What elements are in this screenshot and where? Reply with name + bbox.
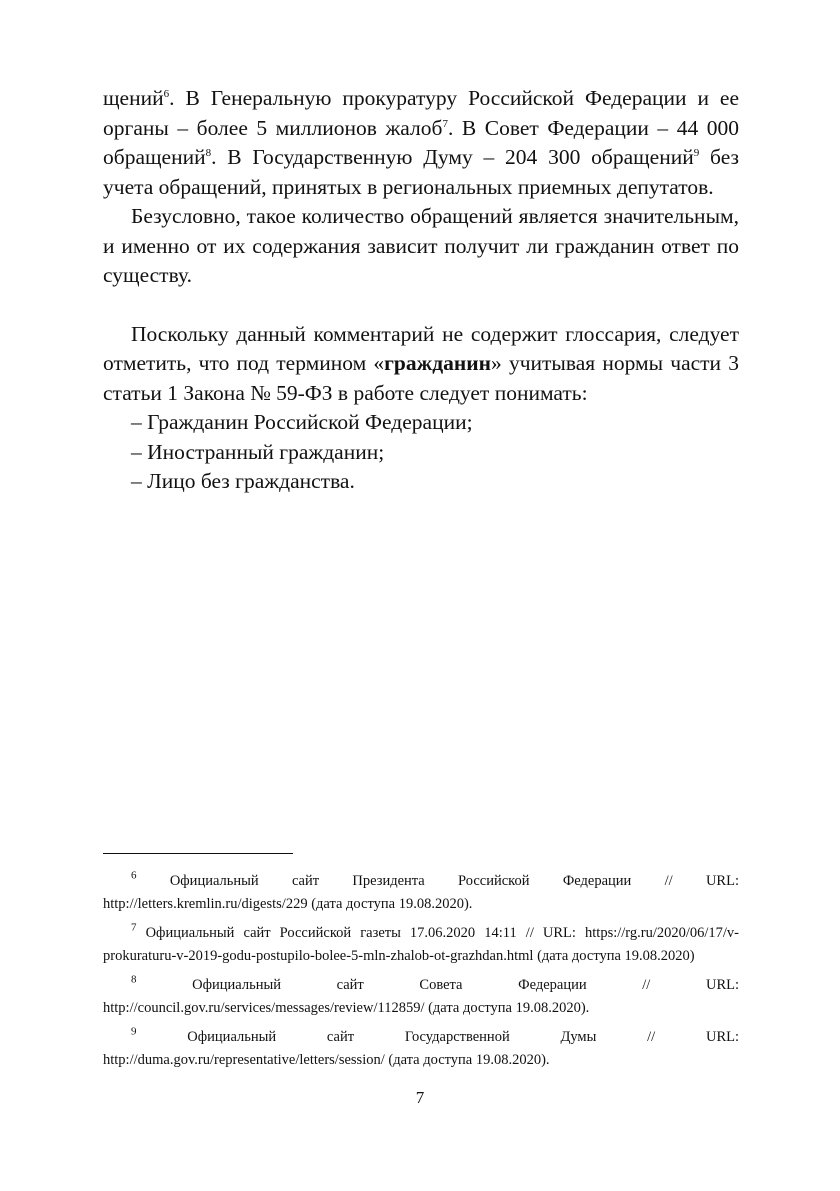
footnotes	[103, 870, 739, 1078]
text-span: . В Совет Федерации – 44 000 обращений	[103, 115, 739, 169]
footnote-9	[103, 1026, 739, 1072]
footnote-ref-7[interactable]: 7	[442, 117, 448, 130]
paragraph-significance: Безусловно, такое количество обращений является значительным, и именно от их содержания зависит получит ли гражданин ответ по существу.	[103, 204, 739, 287]
footnote-6	[103, 870, 739, 916]
footnote-text: Официальный сайт Совета Федерации // URL: http://council.gov.ru/services/messages/review/112859/ (дата доступа 19.08.2020).	[103, 977, 739, 1016]
footnote-number: 6	[131, 869, 137, 882]
defined-term: гражданин	[384, 351, 492, 375]
footnote-7	[103, 922, 739, 968]
page-body	[103, 84, 739, 497]
text-span: без учета обращений, принятых в региональных приемных депутатов.	[103, 145, 739, 199]
footnote-separator	[103, 853, 293, 854]
paragraph-statistics	[103, 84, 739, 202]
footnote-number: 9	[131, 1025, 137, 1038]
text-span: Поскольку данный комментарий не содержит глоссария, следует отметить, что под термином «	[103, 321, 739, 375]
text-span: » учитывая нормы части 3 статьи 1 Закона № 59-ФЗ в работе следует понимать:	[103, 351, 739, 405]
list-item: – Лицо без гражданства.	[131, 469, 355, 493]
text-span: . В Государственную Думу – 204 300 обращений	[211, 145, 694, 169]
list-item: – Гражданин Российской Федерации;	[131, 410, 473, 434]
paragraph-definition	[103, 320, 739, 409]
text-span: . В Генеральную прокуратуру Российской Федерации и ее органы – более 5 миллионов жалоб	[103, 86, 739, 140]
footnote-text: Официальный сайт Российской газеты 17.06.2020 14:11 // URL: https://rg.ru/2020/06/17/v-prokuraturu-v-2019-godu-postupilo-bolee-5-mln-zhalob-ot-grazhdan.html (дата доступа 19.08.2020)	[103, 925, 740, 964]
list-item: – Иностранный гражданин;	[131, 439, 385, 464]
paragraph-spacer	[103, 291, 739, 320]
footnote-number: 8	[131, 973, 137, 986]
footnote-ref-9[interactable]: 9	[693, 146, 700, 159]
footnote-text: Официальный сайт Президента Российской Федерации // URL: http://letters.kremlin.ru/digests/229 (дата доступа 19.08.2020).	[103, 873, 739, 912]
page-number: 7	[415, 1088, 425, 1107]
footnote-number: 7	[131, 921, 137, 934]
text-span: щений	[103, 86, 164, 110]
footnote-ref-8[interactable]: 8	[205, 146, 212, 159]
footnote-text: Официальный сайт Государственной Думы // URL: http://duma.gov.ru/representative/letters/session/ (дата доступа 19.08.2020).	[103, 1029, 740, 1068]
footnote-8	[103, 974, 739, 1020]
footnote-ref-6[interactable]: 6	[163, 87, 170, 100]
